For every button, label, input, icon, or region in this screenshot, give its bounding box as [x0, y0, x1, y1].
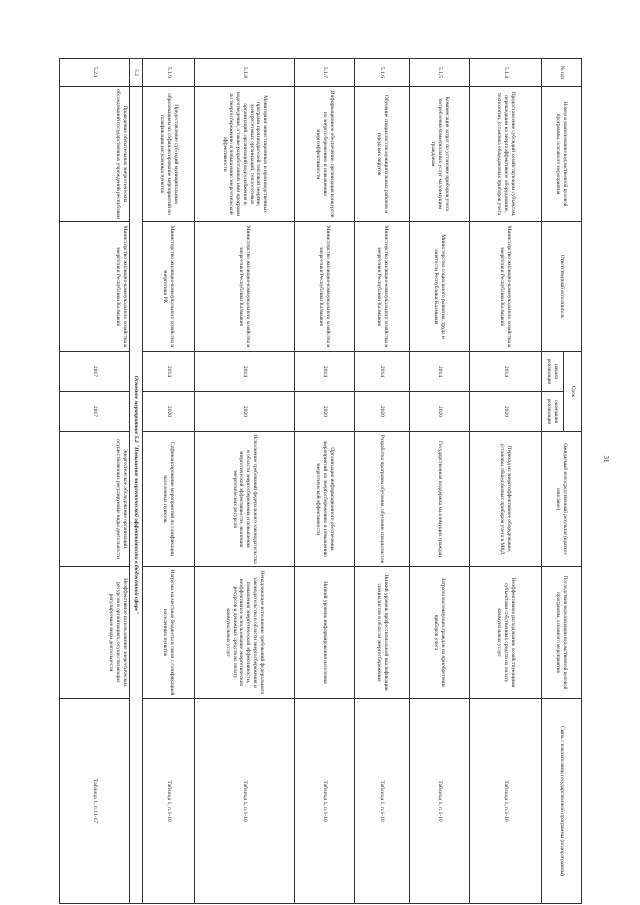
page-number: 31 — [602, 455, 610, 463]
header-term: Срок — [564, 352, 582, 432]
row-num: 5.1.6 — [355, 59, 410, 87]
row-start: 2014 — [410, 352, 470, 392]
row-link: Таблица 1, п.1-10 — [355, 699, 410, 904]
row-end: 2020 — [410, 392, 470, 432]
row-executor: Министерство жилищно-коммунального хозяйства и энергетики Республики Калмыкия — [470, 222, 542, 352]
section-num: 5.2 — [130, 59, 143, 87]
table-row — [470, 59, 542, 904]
header-link: Связь с показателями государственной программы (подпрограммы) — [542, 699, 582, 904]
row-executor: Министерство жилищно-коммунального хозяйства и энергетики Республики Калмыкия — [295, 222, 355, 352]
row-result: Организация информационного обеспечения мероприятий по энергосбережению и повышению энергетической эффективности — [295, 432, 355, 567]
row-name: Предоставление субсидий хозяйствующим субъектам, перешедшим на энергоэффективное оборудование, технологии, установка общедомовых приборов учета — [470, 87, 542, 222]
header-start: начала реализации — [542, 352, 564, 392]
row-name: Проведение обязательных энергетических обследований государственных учреждений республики — [60, 87, 130, 222]
row-num: 5.1.5 — [410, 59, 470, 87]
row-link: Таблица 1, п.1-10 — [143, 699, 195, 904]
row-result: Исполнение требований федерального законодательства в области энергосбережения и повышения энергетической эффективности, экономия энергетических ресурсов — [195, 432, 295, 567]
row-start: 2014 — [195, 352, 295, 392]
row-start: 2014 — [143, 352, 195, 392]
row-num: 5.1.8 — [195, 59, 295, 87]
table-row — [143, 59, 195, 904]
section-title: Основное мероприятие 5.2 "Повышение энергетической эффективности в бюджетной сфере" — [130, 87, 143, 904]
row-name: Предоставление субсидий муниципальным образованиям на софинансирование мероприятий по газификации населенных пунктов — [143, 87, 195, 222]
row-link: Таблица 1, п.1-10 — [410, 699, 470, 904]
row-consequences: Ненадлежащее исполнение требований федерального законодательства в области энергосбережения и повышения энергетической эффективности, неэффективное использование энергетических ресурсов и денежных средств на оплату коммунальных услуг — [195, 567, 295, 699]
row-num: 5.1.7 — [295, 59, 355, 87]
row-name: Информационное обеспечение, организация конкурсов по энергосбережению и повышению энергоэффективности — [295, 87, 355, 222]
row-consequences: Неэффективное использование энергетических ресурсов в организациях, осуществляющих регулируемые виды деятельности — [60, 567, 130, 699]
row-result: Софинансирование мероприятий по газификации населенных пунктов — [143, 432, 195, 567]
row-result: Государственная поддержка малоимущих граждан — [410, 432, 470, 567]
row-consequences: Низкий уровень профессиональной квалификации специалистов в области энергосбережения — [355, 567, 410, 699]
row-name: Мониторинг инвестиционных и производственных программ производителей тепловой энергии, электросетевых организаций, теплосетевых организаций, организаций водоснабжения и водоотведения, а также разработанных ими программ по энергосбережению и повышению энергетической эффективности — [195, 87, 295, 222]
header-consequences: Последствия нереализации ведомственной целевой программы, основного мероприятия — [542, 567, 582, 699]
row-consequences: Затраты малоимущих граждан на приобретение приборов учета — [410, 567, 470, 699]
row-start: 2014 — [355, 352, 410, 392]
row-end: 2020 — [470, 392, 542, 432]
header-num: № п/п — [542, 59, 582, 87]
row-result: Переход на энергоэффективное оборудование, установка общедомовых приборов учета в МКД — [470, 432, 542, 567]
row-link: Таблица 1, п.1-10 — [295, 699, 355, 904]
row-start: 2014 — [470, 352, 542, 392]
row-result: Разработка программ обучения, обучение специалистов — [355, 432, 410, 567]
header-end: окончания реализации — [542, 392, 564, 432]
row-num: 5.2.1 — [60, 59, 130, 87]
row-end: 2020 — [143, 392, 195, 432]
row-executor: Министерство социального развития, труда и занятости Республики Калмыкия — [410, 222, 470, 352]
row-executor: Министерство жилищно-коммунального хозяйства и энергетики Республики Калмыкия — [355, 222, 410, 352]
row-num: 5.1.4 — [470, 59, 542, 87]
row-end: 2020 — [195, 392, 295, 432]
header-result: Ожидаемый непосредственный результат (краткое описание) — [542, 432, 582, 567]
header-name: Номер и наименование ведомственной целевой программы, основного мероприятия — [542, 87, 582, 222]
row-link: Таблица 1, п.1-10 — [470, 699, 542, 904]
row-link: Таблица 1, п.11-17 — [60, 699, 130, 904]
row-end: 2020 — [295, 392, 355, 432]
row-consequences: Низкий уровень информирования населения — [295, 567, 355, 699]
table-row — [195, 59, 295, 904]
section-row — [130, 59, 143, 904]
row-name: Обучение специалистов муниципальных районов и городских округов — [355, 87, 410, 222]
table-row — [355, 59, 410, 904]
row-num: 5.1.9 — [143, 59, 195, 87]
row-link: Таблица 1, п.1-10 — [195, 699, 295, 904]
row-executor: Министерство жилищно-коммунального хозяйства и энергетики Республики Калмыкия — [195, 222, 295, 352]
row-start: 2017 — [60, 352, 130, 392]
measures-table — [59, 58, 582, 904]
row-end: 2020 — [355, 392, 410, 432]
row-name: Компенсация затрат по установке приборов учета потребления коммунальных услуг малоимущим гражданам — [410, 87, 470, 222]
table-row — [410, 59, 470, 904]
table-row — [60, 59, 130, 904]
row-end: 2017 — [60, 392, 130, 432]
row-result: Энергетическое обследование организаций, осуществляющих регулируемые виды деятельности — [60, 432, 130, 567]
rotated-table-container — [47, 58, 582, 903]
row-executor: Министерство жилищно-коммунального хозяйства и энергетики Республики Калмыкия — [60, 222, 130, 352]
row-start: 2014 — [295, 352, 355, 392]
table-row — [295, 59, 355, 904]
row-executor: Министерство жилищно-коммунального хозяйства и энергетики РК — [143, 222, 195, 352]
header-executor: Ответственный исполнитель — [542, 222, 582, 352]
row-consequences: Нагрузка на местные бюджеты в связи с газификацией населенных пунктов — [143, 567, 195, 699]
row-consequences: Неэффективное расходование хозяйствующими субъектами собственных средств на оплату коммунальных услуг — [470, 567, 542, 699]
